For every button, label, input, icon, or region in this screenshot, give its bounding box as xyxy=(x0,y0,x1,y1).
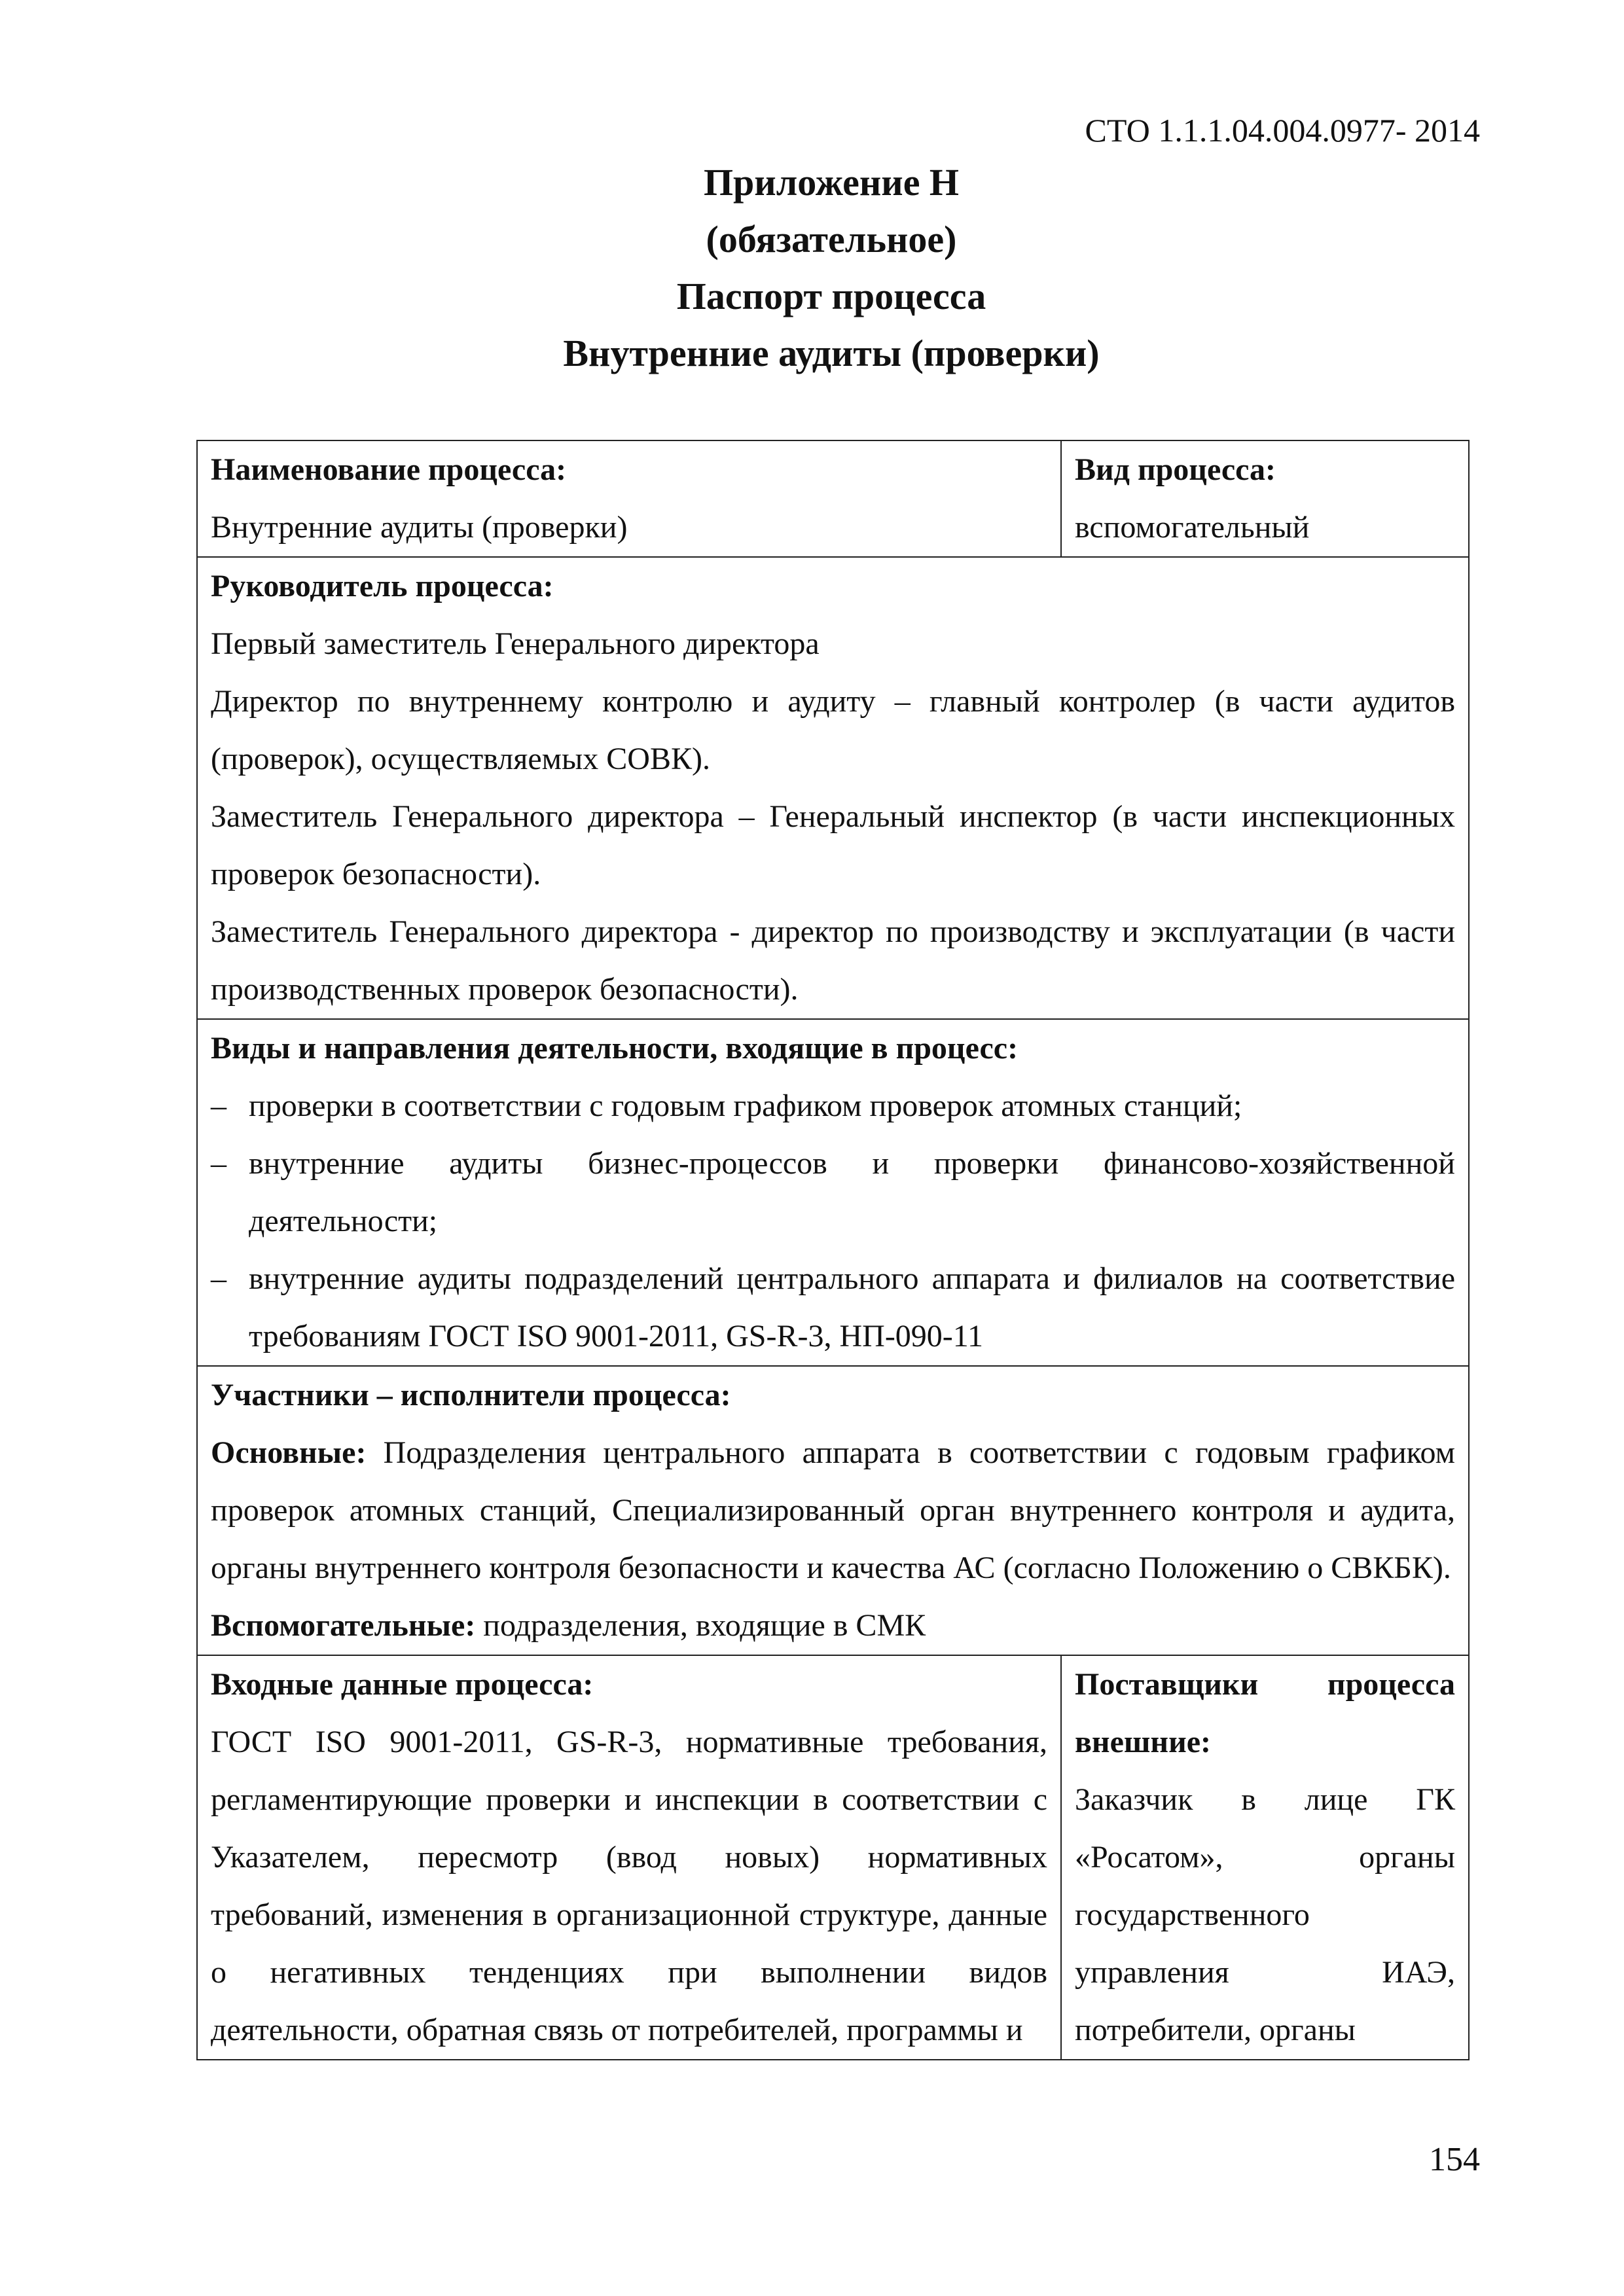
list-item: – внутренние аудиты бизнес-процессов и проверки финансово-хозяйственной деятельности; xyxy=(211,1135,1455,1250)
table-row xyxy=(197,440,1469,557)
process-head-line: Первый заместитель Генерального директора xyxy=(211,626,820,661)
document-code: СТО 1.1.1.04.004.0977- 2014 xyxy=(1085,112,1480,149)
list-item: – проверки в соответствии с годовым графиком проверок атомных станций; xyxy=(211,1077,1455,1135)
appendix-title: Приложение Н xyxy=(703,161,960,204)
document-type-title: Паспорт процесса xyxy=(676,275,986,317)
process-name-value: Внутренние аудиты (проверки) xyxy=(211,510,628,545)
process-head-line: Заместитель Генерального директора – Генеральный инспектор (в части инспекционных проверок безопасности). xyxy=(211,799,1455,891)
process-passport-table xyxy=(196,440,1470,2060)
table-row xyxy=(197,1366,1469,1655)
process-head-line: Директор по внутреннему контролю и аудиту – главный контролер (в части аудитов (проверок), осуществляемых СОВК). xyxy=(211,684,1455,776)
activities-label: Виды и направления деятельности, входящие в процесс: xyxy=(211,1031,1019,1066)
process-title: Внутренние аудиты (проверки) xyxy=(563,332,1100,374)
process-head-line: Заместитель Генерального директора - директор по производству и эксплуатации (в части производственных проверок безопасности). xyxy=(211,914,1455,1007)
process-head-cell xyxy=(197,557,1469,1019)
inputs-cell xyxy=(197,1655,1061,2060)
aux-participants xyxy=(211,1597,1455,1655)
activities-list xyxy=(211,1077,1455,1365)
process-name-label: Наименование процесса: xyxy=(211,452,567,487)
process-head-label: Руководитель процесса: xyxy=(211,569,554,603)
suppliers-cell xyxy=(1061,1655,1469,2060)
table-row xyxy=(197,1655,1469,2060)
table-row xyxy=(197,1019,1469,1366)
process-kind-value: вспомогательный xyxy=(1075,510,1310,545)
activities-cell xyxy=(197,1019,1469,1366)
list-item: – внутренние аудиты подразделений центрального аппарата и филиалов на соответствие требованиям ГОСТ ISO 9001-2011, GS-R-3, НП-090-11 xyxy=(211,1250,1455,1365)
main-participants xyxy=(211,1424,1455,1597)
process-kind-cell xyxy=(1061,440,1469,557)
suppliers-text: Заказчик в лице ГК «Росатом», органы государственного управления ИАЭ, потребители, органы xyxy=(1075,1782,1455,2047)
aux-participants-text: подразделения, входящие в СМК xyxy=(475,1608,926,1643)
appendix-status: (обязательное) xyxy=(706,218,957,260)
inputs-label: Входные данные процесса: xyxy=(211,1667,594,1702)
main-participants-label: Основные: xyxy=(211,1435,367,1470)
suppliers-label: Поставщики процесса внешние: xyxy=(1075,1667,1455,1759)
title-block xyxy=(196,161,1466,391)
main-participants-text: Подразделения центрального аппарата в соответствии с годовым графиком проверок атомных станций, Специализированный орган внутреннего контроля и аудита, органы внутреннего контроля безопасности и качества АС (согласно Положению о СВКБК). xyxy=(211,1435,1455,1585)
page-number: 154 xyxy=(1429,2141,1480,2178)
participants-label: Участники – исполнители процесса: xyxy=(211,1378,731,1412)
process-name-cell xyxy=(197,440,1061,557)
table-row xyxy=(197,557,1469,1019)
aux-participants-label: Вспомогательные: xyxy=(211,1608,476,1643)
participants-cell xyxy=(197,1366,1469,1655)
inputs-text: ГОСТ ISO 9001-2011, GS-R-3, нормативные требования, регламентирующие проверки и инспекции в соответствии с Указателем, пересмотр (ввод новых) нормативных требований, изменения в организационной структуре, данные о негативных тенденциях при выполнении видов деятельности, обратная связь от потребителей, программы и xyxy=(211,1725,1047,2047)
process-kind-label: Вид процесса: xyxy=(1075,452,1276,487)
